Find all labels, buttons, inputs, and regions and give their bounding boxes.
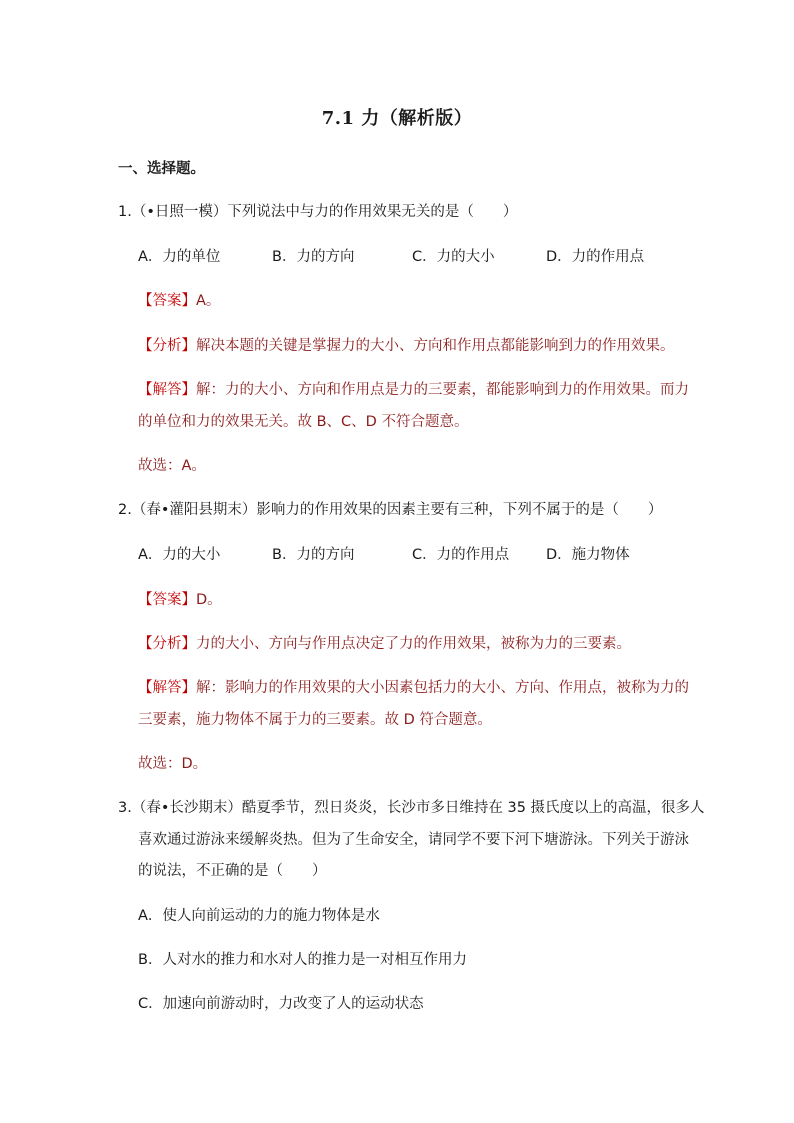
analysis-tag: 【分析】 — [138, 338, 196, 354]
question-1-option-c: C．力的大小 — [412, 249, 495, 265]
question-3-option-c: C．加速向前游动时，力改变了人的运动状态 — [138, 996, 424, 1012]
page-title: 7.1 力（解析版） — [321, 108, 473, 129]
question-1-option-b: B．力的方向 — [272, 249, 355, 265]
answer-text: A。 — [196, 293, 221, 309]
question-2-option-a: A．力的大小 — [138, 547, 221, 563]
question-2-solution-line-2: 三要素，施力物体不属于力的三要素。故 D 符合题意。 — [138, 712, 492, 728]
question-3-option-a: A．使人向前运动的力的施力物体是水 — [138, 908, 380, 924]
question-3-stem-line-2: 喜欢通过游泳来缓解炎热。但为了生命安全，请同学不要下河下塘游泳。下列关于游泳 — [138, 832, 689, 848]
question-3-stem-line-3: 的说法，不正确的是（ ） — [138, 863, 327, 879]
question-1-answer — [138, 294, 220, 309]
solution-text-line-1: 解：影响力的作用效果的大小因素包括力的大小、方向、作用点，被称为力的 — [196, 680, 689, 696]
question-1-option-a: A．力的单位 — [138, 249, 221, 265]
solution-tag: 【解答】 — [138, 680, 196, 696]
question-2-solution — [138, 681, 689, 696]
question-1-solution-line-2: 的单位和力的效果无关。故 B、C、D 不符合题意。 — [138, 414, 469, 430]
question-1-solution — [138, 383, 689, 398]
question-1-analysis — [138, 339, 675, 354]
answer-tag: 【答案】 — [138, 293, 196, 309]
analysis-text: 解决本题的关键是掌握力的大小、方向和作用点都能影响到力的作用效果。 — [196, 338, 675, 354]
analysis-tag: 【分析】 — [138, 636, 196, 652]
question-2-option-b: B．力的方向 — [272, 547, 355, 563]
question-2-choice: 故选：D。 — [138, 756, 208, 772]
question-3-option-b: B．人对水的推力和水对人的推力是一对相互作用力 — [138, 952, 467, 968]
question-3-stem-line-1: 3.（春•长沙期末）酷夏季节，烈日炎炎，长沙市多日维持在 35 摄氏度以上的高温，很多人 — [118, 800, 705, 816]
question-2-answer — [138, 593, 222, 608]
question-2-option-c: C．力的作用点 — [412, 547, 510, 563]
question-2-analysis — [138, 637, 631, 652]
solution-tag: 【解答】 — [138, 382, 196, 398]
analysis-text: 力的大小、方向与作用点决定了力的作用效果，被称为力的三要素。 — [196, 636, 631, 652]
section-heading: 一、选择题。 — [118, 161, 205, 177]
answer-text: D。 — [196, 592, 222, 608]
question-1-choice: 故选：A。 — [138, 458, 206, 474]
question-1-stem: 1.（•日照一模）下列说法中与力的作用效果无关的是（ ） — [118, 204, 518, 220]
solution-text-line-1: 解：力的大小、方向和作用点是力的三要素，都能影响到力的作用效果。而力 — [196, 382, 689, 398]
question-2-option-d: D．施力物体 — [546, 547, 630, 563]
question-2-stem: 2.（春•灌阳县期末）影响力的作用效果的因素主要有三种，下列不属于的是（ ） — [118, 502, 663, 518]
answer-tag: 【答案】 — [138, 592, 196, 608]
question-1-option-d: D．力的作用点 — [546, 249, 645, 265]
